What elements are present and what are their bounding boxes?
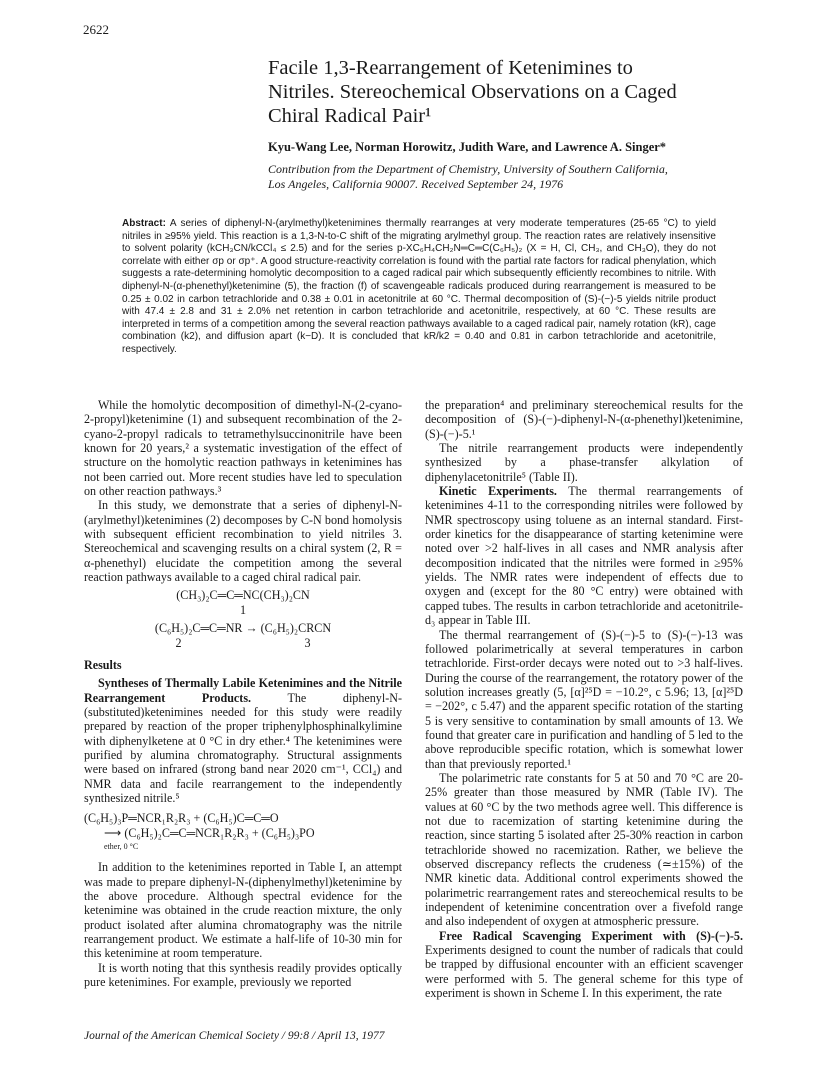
author-list: Kyu-Wang Lee, Norman Horowitz, Judith Ware, and Lawrence A. Singer* xyxy=(268,140,667,154)
section-heading-results: Results xyxy=(84,657,122,672)
subsection-heading: Free Radical Scavenging Experiment with (S)-(−)-5. xyxy=(439,928,743,943)
left-column xyxy=(84,398,402,989)
paragraph: It is worth noting that this synthesis readily provides optically pure ketenimines. For example, previously we reported xyxy=(84,960,402,990)
scheme-product: (C₆H₅)₂C═C═NCR₁R₂R₃ + (C₆H₅)₃PO xyxy=(124,825,315,840)
right-column xyxy=(425,398,743,1000)
equation-formula: (CH₃)₂C═C═NC(CH₃)₂CN xyxy=(176,588,310,603)
paragraph: the preparation⁴ and preliminary stereochemical results for the decomposition of (S)-(−)-diphenyl-N-(α-phenethyl)ketenimine, (S)-(−)-5.¹ xyxy=(425,398,743,441)
abstract xyxy=(122,218,716,357)
equation-label: 3 xyxy=(304,635,311,650)
paragraph xyxy=(425,484,743,627)
paragraph: While the homolytic decomposition of dimethyl-N-(2-cyano-2-propyl)ketenimine (1) and subsequent recombination of the 2-cyano-2-propyl radicals to tetramethylsuccinonitrile have been known for 20 years,² a systematic investigation of the effect of structure on the homolytic reaction pathways in ketenimines has not been carried out. More recent studies have led to speculation on other reaction pathways.³ xyxy=(84,398,402,499)
reaction-scheme xyxy=(84,811,402,854)
paragraph xyxy=(425,929,743,1001)
subsection-heading: Kinetic Experiments. xyxy=(439,484,557,499)
paragraph xyxy=(84,676,402,805)
paragraph: In addition to the ketenimines reported in Table I, an attempt was made to prepare diphenyl-N-(diphenylmethyl)ketenimine by the above procedure. Although spectral evidence for the ketenimine was obtained in the crude reaction mixture, the only product isolated after alumina chromatography was the nitrile rearrangement product. We estimate a half-life of 10-30 min for this ketenimine at room temperature. xyxy=(84,860,402,961)
equation-labels xyxy=(84,636,402,650)
subsection-heading: Syntheses of Thermally Labile Ketenimines and the Nitrile Rearrangement Products. xyxy=(84,676,402,705)
paragraph: In this study, we demonstrate that a series of diphenyl-N-(arylmethyl)ketenimines (2) decomposes by C-N bond homolysis with subsequent efficient recombination to yield nitriles 3. Stereochemical and scavenging results on a chiral system (2, R = α-phenethyl) elucidate the competition among the several reaction pathways available to a caged chiral radical pair. xyxy=(84,498,402,585)
paragraph: The nitrile rearrangement products were independently synthesized by a phase-transfer alkylation of diphenylacetonitrile⁵ (Table II). xyxy=(425,441,743,484)
paragraph-text: The diphenyl-N-(substituted)ketenimines needed for this study were readily prepared by reaction of the proper triphenylphosphinalkylimine with diphenylketene at 0 °C in dry ether.⁴ The ketenimines were purified by alumina chromatography. Structural assignments were based on infrared (strong band near 2020 cm⁻¹, CCl₄) and NMR data and facile rearrangement to the independently synthesized nitrile.⁵ xyxy=(84,690,403,805)
affiliation xyxy=(268,162,788,192)
equation-formula: (C₆H₅)₂C═C═NR → (C₆H₅)₂CRCN xyxy=(154,621,332,636)
abstract-text: A series of diphenyl-N-(arylmethyl)ketenimines thermally rearranges at very moderate temperatures (25-65 °C) to yield nitriles in ≥95% yield. This reaction is a 1,3-N-to-C shift of the migrating arylmethyl group. The reaction rates are relatively insensitive to solvent polarity (kCH₃CN/kCCl₄ ≤ 2.5) and for the series p-XC₆H₄CH₂N═C═C(C₆H₅)₂ (X = H, Cl, CH₃, and CH₃O), they do not correlate with either σp or σp⁺. A good structure-reactivity correlation is found with the partial rate factors for radical phenylation, which suggests a rate-determining homolytic decomposition to a caged radical pair which subsequently efficiently recombines to nitrile. With diphenyl-N-(α-phenethyl)ketenimine (5), the fraction (f) of scavengeable radicals produced during rearrangement is measured to be 0.25 ± 0.02 in carbon tetrachloride and 0.38 ± 0.01 in acetonitrile at 60 °C. Thermal decomposition of (S)-(−)-5 yields nitrile product with 47.4 ± 2.8 and 31 ± 2.0% net retention in carbon tetrachloride and acetonitrile, respectively, at 60 °C. These results are interpreted in terms of a competition among the several reaction pathways available to a caged radical pair, namely rotation (kR), cage combination (k2), and diffusion apart (k−D). It is concluded that kR/k2 = 0.40 and 0.81 in carbon tetrachloride and acetonitrile, respectively. xyxy=(122,218,717,355)
article-title xyxy=(268,56,728,128)
abstract-label: Abstract: xyxy=(122,218,166,229)
equation-1 xyxy=(84,588,402,617)
affiliation-line: Contribution from the Department of Chemistry, University of Southern California, xyxy=(268,162,668,176)
title-line: Facile 1,3-Rearrangement of Ketenimines to xyxy=(268,57,633,79)
paragraph: The thermal rearrangement of (S)-(−)-5 to (S)-(−)-13 was followed polarimetrically at several temperatures in carbon tetrachloride. First-order decays were noted out to >3 half-lives. During the course of the rearrangement, the rotatory power of the solution increases greatly (5, [α]²⁵D = −10.2°, c 5.96; 13, [α]²⁵D = −202°, c 5.47) and the apparent specific rotation of the starting 5 is very sensitive to contamination by small amounts of 13. We found that greater care in purification and handling of 5 led to the above reproducible specific rotation, which is somewhat lower than that previously reported.¹ xyxy=(425,627,743,771)
reaction-conditions: ether, 0 °C xyxy=(104,841,139,851)
page-number: 2622 xyxy=(83,22,109,37)
title-line: Chiral Radical Pair¹ xyxy=(268,105,432,127)
paragraph: The polarimetric rate constants for 5 at 50 and 70 °C are 20-25% greater than those measured by NMR (Table IV). The values at 60 °C by the two methods agree well. This difference is not due to racemization of starting ketenimine during the reaction, since starting 5 isolated after 25-30% reaction in carbon tetrachloride showed no racemization. Rather, we believe the observed discrepancy reflects the crudeness (≃±15%) of the NMR kinetic data. Additional control experiments showed the polarimetric rearrangement rates and stereochemical results to be independent of ketenimine concentration over a fivefold range and also independent of oxygen at atmospheric pressure. xyxy=(425,770,743,929)
scheme-line xyxy=(84,826,402,840)
paragraph-text: Experiments designed to count the number of radicals that could be trapped by diffusional encounter with an efficient scavenger were performed with 5. The general scheme for this type of experiment is shown in Scheme I. In this experiment, the rate xyxy=(425,943,743,1001)
reaction-arrow: ⟶ xyxy=(104,825,122,840)
equation-label: 1 xyxy=(239,602,247,617)
title-line: Nitriles. Stereochemical Observations on a Caged xyxy=(268,81,677,103)
paragraph-text: The thermal rearrangements of ketenimines 4-11 to the corresponding nitriles were followed by NMR spectroscopy using toluene as an internal standard. First-order kinetics for the disappearance of starting ketenimine were noted over >2 half-lives in all cases and NMR analysis after decomposition indicated that the nitriles were formed in ≥95% yields. The NMR rates were independent of effects due to oxygen and (except for the 80 °C entry) were obtained with capped tubes. The results in carbon tetrachloride and acetonitrile-d₃ appear in Table III. xyxy=(425,484,743,628)
equation-label: 2 xyxy=(175,635,182,650)
scheme-line: (C₆H₅)₃P═NCR₁R₂R₃ + (C₆H₅)C═C═O xyxy=(84,811,279,826)
journal-footer: Journal of the American Chemical Society / 99:8 / April 13, 1977 xyxy=(84,1030,385,1042)
affiliation-line: Los Angeles, California 90007. Received September 24, 1976 xyxy=(268,177,564,191)
equation-2 xyxy=(84,621,402,650)
